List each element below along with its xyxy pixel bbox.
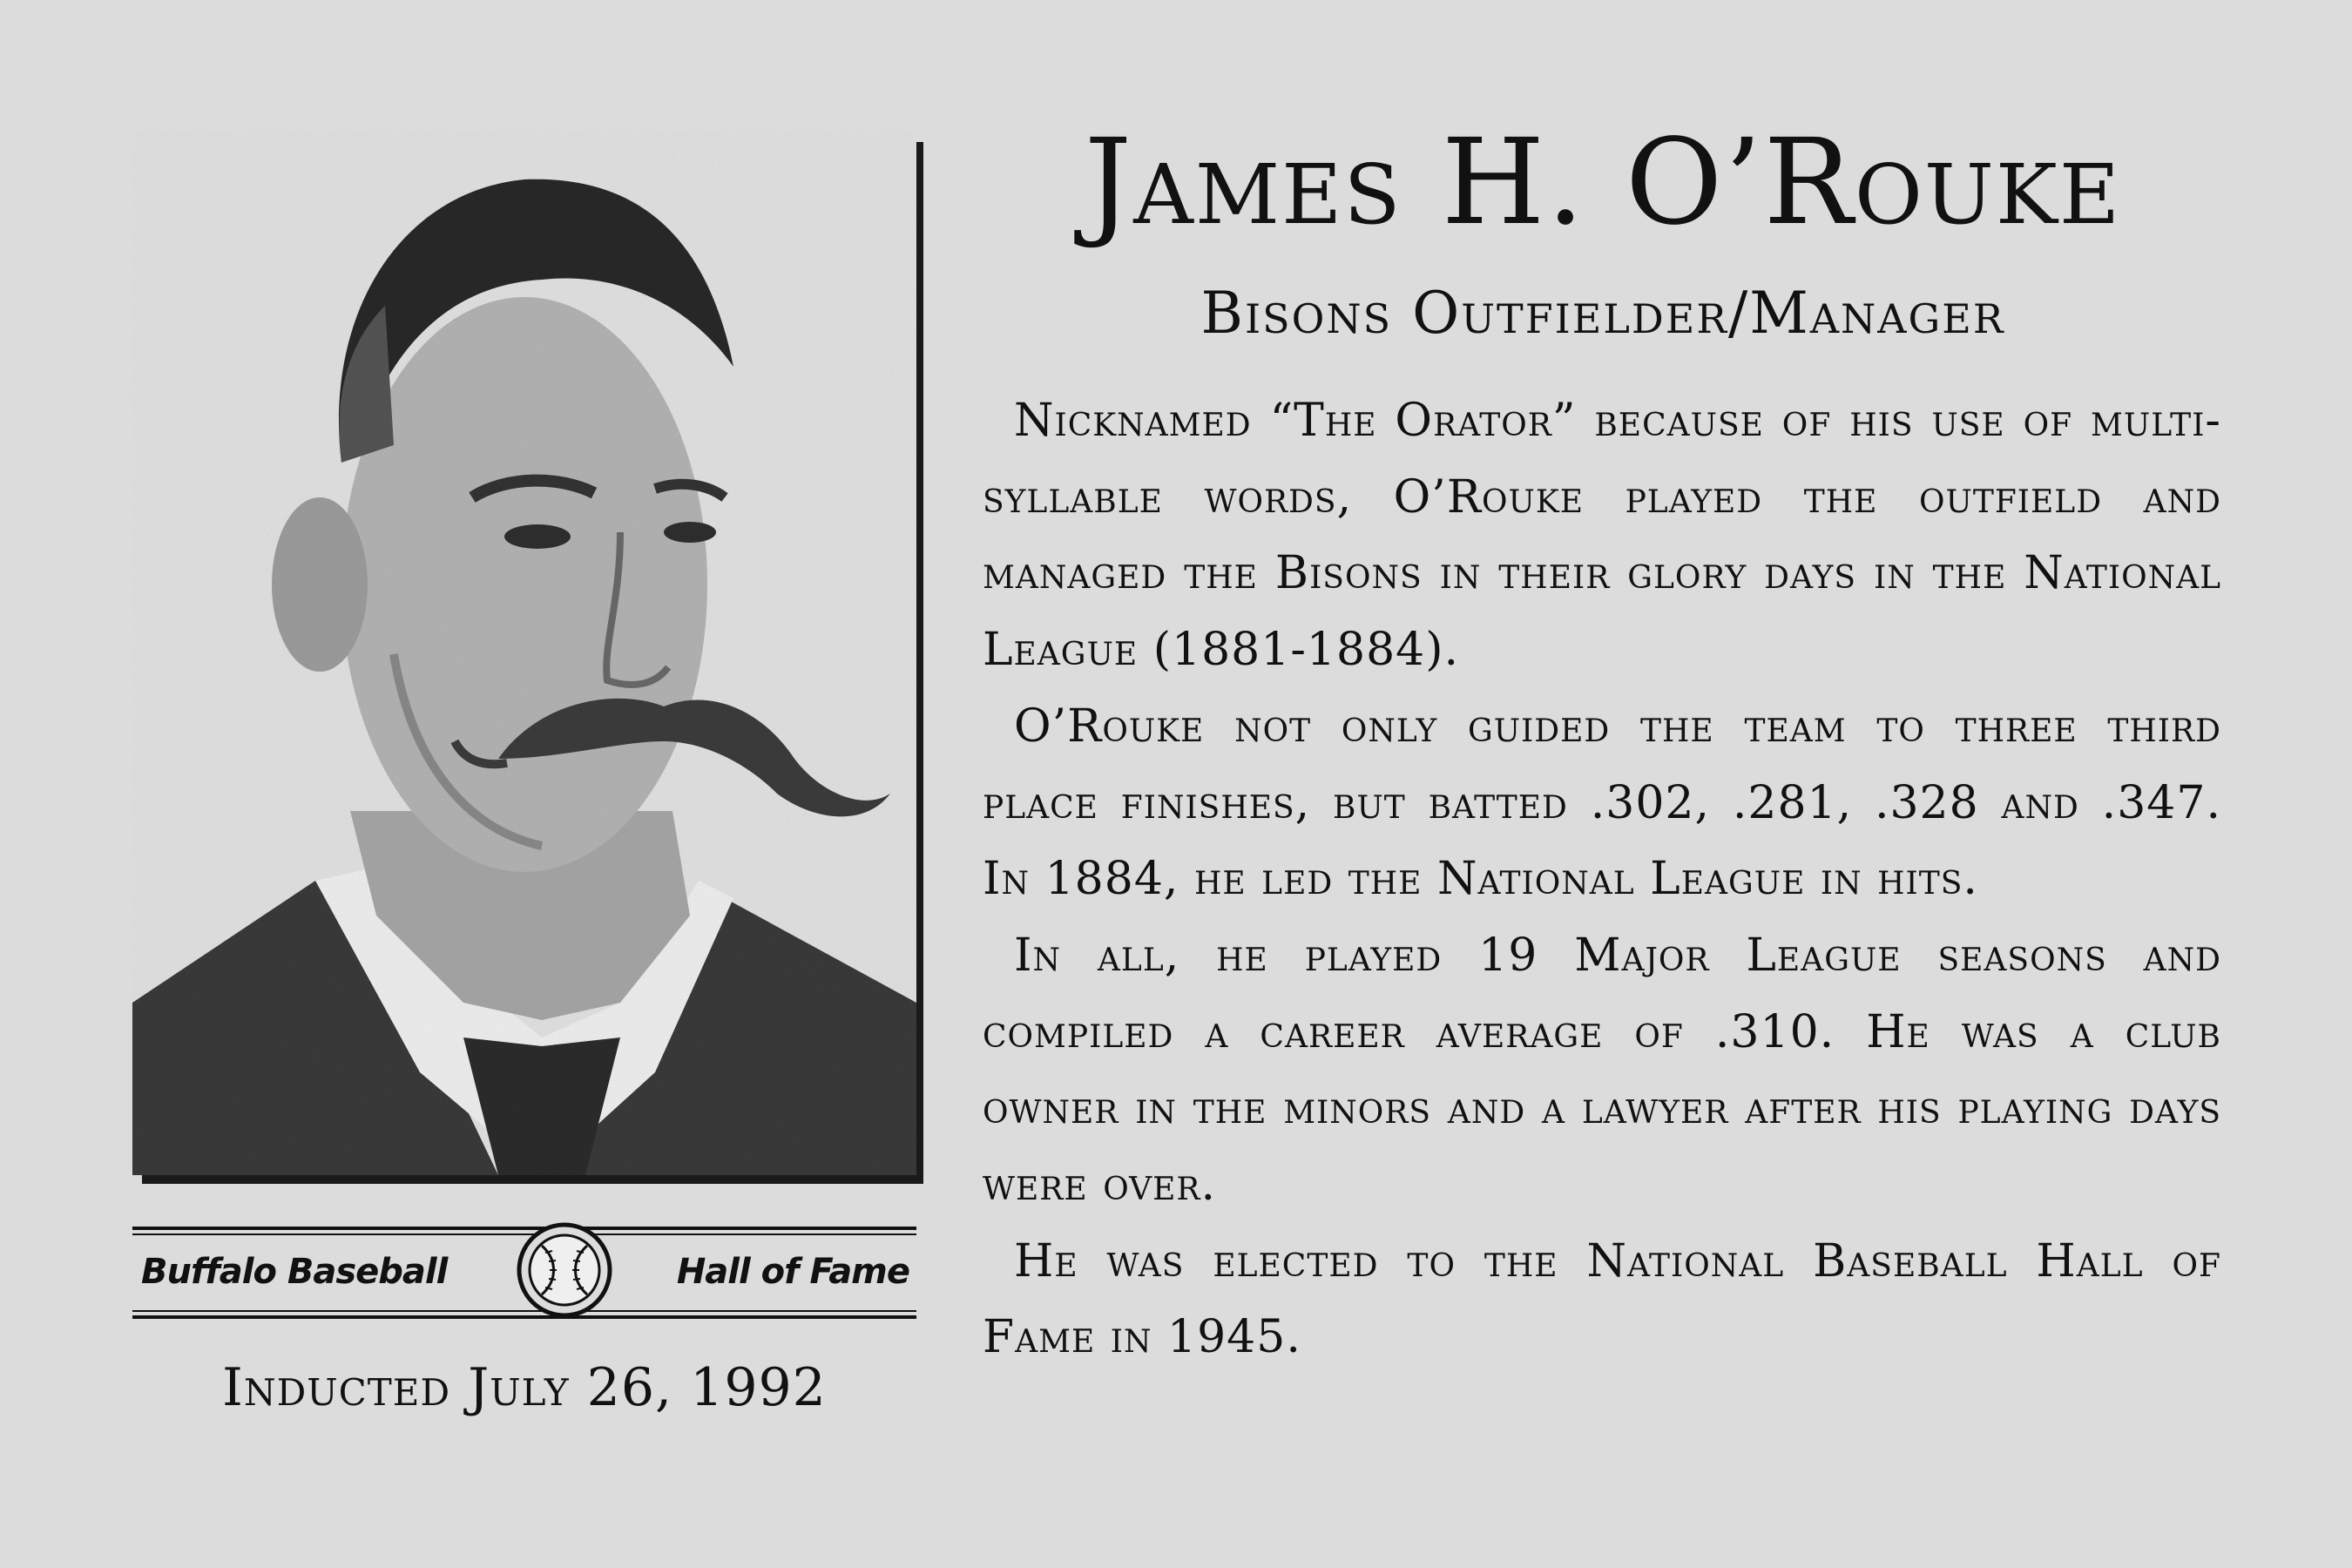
player-position: Bisons Outfielder/Manager: [1200, 280, 2005, 347]
portrait-illustration: [132, 132, 916, 1175]
logo-right-text: Hall of Fame: [676, 1252, 909, 1292]
bio-paragraph: He was elected to the National Baseball Hall of Fame in 1945.: [983, 1234, 2221, 1364]
player-name: James H. O’Rouke: [1084, 114, 2122, 252]
induction-date: Inducted July 26, 1992: [222, 1357, 827, 1418]
bio-paragraph: In all, he played 19 Major League seasons and compiled a career average of .310. He was a club owner in the minors and a lawyer after his playing days were over.: [983, 929, 2221, 1212]
baseball-icon: [516, 1221, 613, 1319]
logo-left-text: Buffalo Baseball: [141, 1252, 448, 1292]
buffalo-baseball-hall-of-fame-logo: [132, 1227, 916, 1321]
bio-paragraph: O’Rouke not only guided the team to three third place finishes, but batted .302, .281, .328 and .347. In 1884, he led the National League in hits.: [983, 700, 2221, 906]
bio-paragraph: Nicknamed “The Orator” because of his use of multi-syllable words, O’Rouke played the outfield and managed the Bisons in their glory days in the National League (1881-1884).: [983, 395, 2221, 677]
portrait-photo: [132, 132, 916, 1175]
biography: [983, 383, 2221, 1376]
